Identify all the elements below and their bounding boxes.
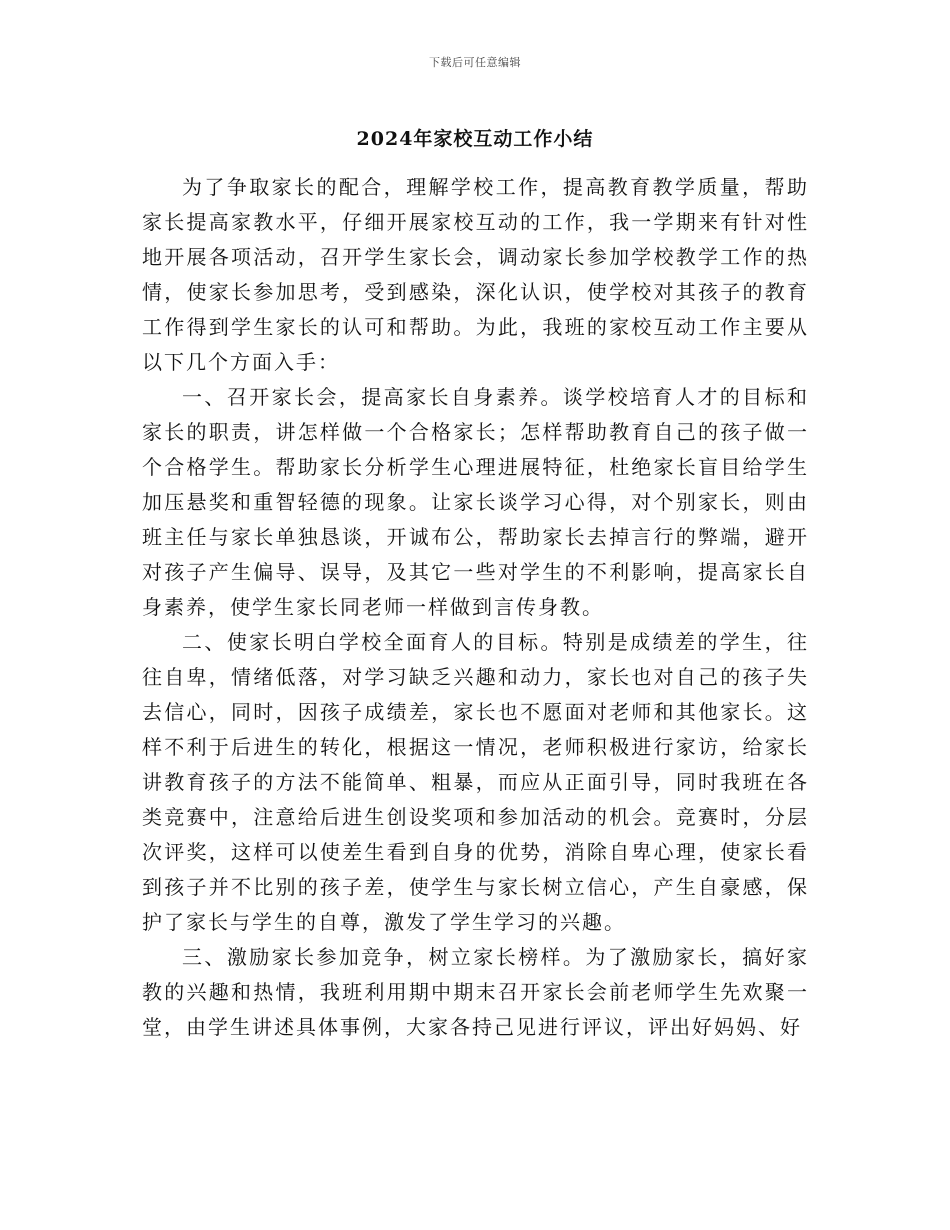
page-header-note: 下载后可任意编辑: [429, 56, 521, 69]
paragraph-section-2: 二、使家长明白学校全面育人的目标。特别是成绩差的学生，往往自卑，情绪低落，对学习缺乏兴趣和动力，家长也对自己的孩子失去信心，同时，因孩子成绩差，家长也不愿面对老师和其他家长。这样不利于后进生的转化，根据这一情况，老师积极进行家访，给家长讲教育孩子的方法不能简单、粗暴，而应从正面引导，同时我班在各类竞赛中，注意给后进生创设奖项和参加活动的机会。竞赛时，分层次评奖，这样可以使差生看到自身的优势，消除自卑心理，使家长看到孩子并不比别的孩子差，使学生与家长树立信心，产生自豪感，保护了家长与学生的自尊，激发了学生学习的兴趣。: [142, 630, 809, 934]
paragraph-intro: 为了争取家长的配合，理解学校工作，提高教育教学质量，帮助家长提高家教水平，仔细开展家校互动的工作，我一学期来有针对性地开展各项活动，召开学生家长会，调动家长参加学校教学工作的热情，使家长参加思考，受到感染，深化认识，使学校对其孩子的教育工作得到学生家长的认可和帮助。为此，我班的家校互动工作主要从以下几个方面入手：: [142, 175, 809, 374]
paragraph-section-1: 一、召开家长会，提高家长自身素养。谈学校培育人才的目标和家长的职责，讲怎样做一个合格家长；怎样帮助教育自己的孩子做一个合格学生。帮助家长分析学生心理进展特征，杜绝家长盲目给学生加压悬奖和重智轻德的现象。让家长谈学习心得，对个别家长，则由班主任与家长单独恳谈，开诚布公，帮助家长去掉言行的弊端，避开对孩子产生偏导、误导，及其它一些对学生的不利影响，提高家长自身素养，使学生家长同老师一样做到言传身教。: [142, 385, 809, 619]
document-title: 2024年家校互动工作小结: [356, 128, 594, 150]
document-body: [142, 170, 809, 1045]
paragraph-section-3: 三、激励家长参加竞争，树立家长榜样。为了激励家长，搞好家教的兴趣和热情，我班利用期中期末召开家长会前老师学生先欢聚一堂，由学生讲述具体事例，大家各持己见进行评议，评出好妈妈、好: [142, 945, 809, 1039]
